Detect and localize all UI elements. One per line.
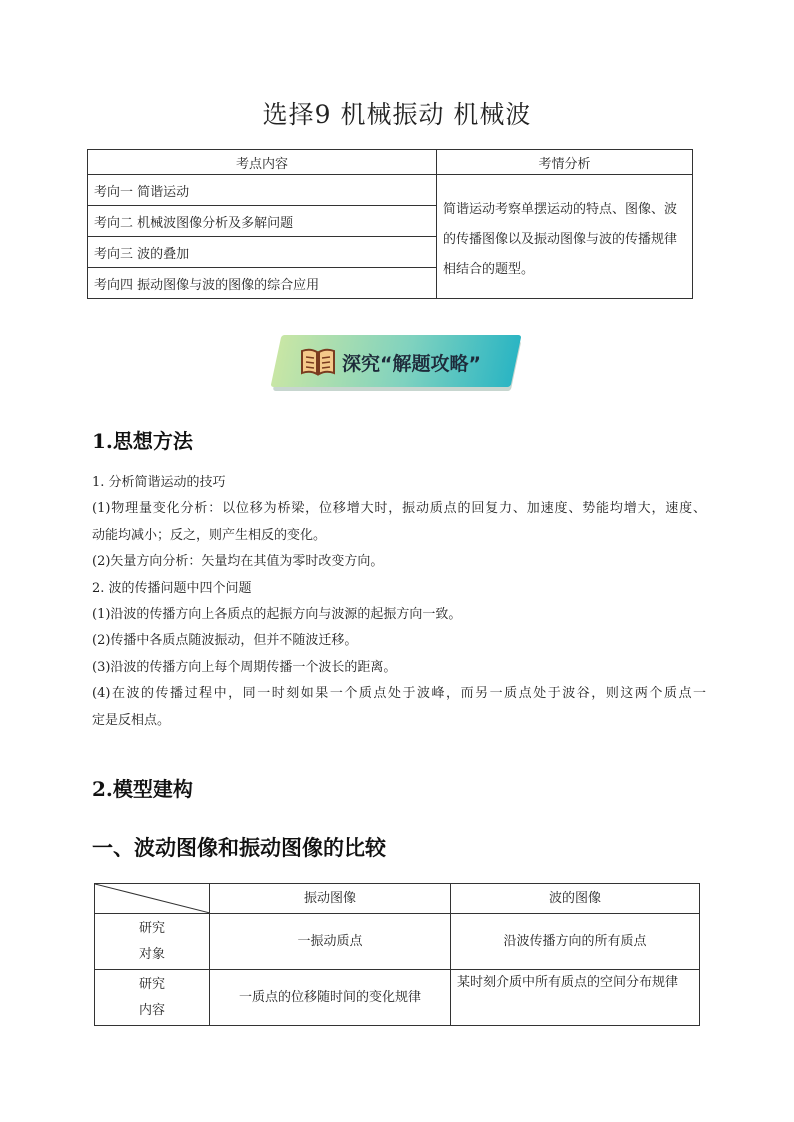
overview-item: 考向四 振动图像与波的图像的综合应用 [88,268,437,299]
table-cell: 一振动质点 [210,914,451,970]
body-line: 2. 波的传播问题中四个问题 [92,580,252,596]
comparison-table [94,883,700,1026]
open-book-icon [300,347,336,377]
section3-heading: 一、波动图像和振动图像的比较 [92,836,386,860]
section2-heading: 2.模型建构 [92,777,193,801]
overview-analysis: 简谐运动考察单摆运动的特点、图像、波的传播图像以及振动图像与波的传播规律相结合的题型。 [437,175,693,299]
diagonal-header-cell [95,884,210,914]
body-line: (4)在波的传播过程中，同一时刻如果一个质点处于波峰，而另一质点处于波谷，则这两个质点一 [92,686,706,702]
overview-header-left: 考点内容 [88,150,437,175]
row-label: 研究 对象 [95,914,210,970]
body-line: 动能均减小；反之，则产生相反的变化。 [92,527,327,543]
overview-item: 考向一 简谐运动 [88,175,437,206]
body-line: (2)传播中各质点随波振动，但并不随波迁移。 [92,633,358,649]
section-banner [276,335,520,393]
overview-item: 考向三 波的叠加 [88,237,437,268]
body-line: 定是反相点。 [92,712,171,728]
table-cell: 一质点的位移随时间的变化规律 [210,970,451,1026]
column-header: 振动图像 [210,884,451,914]
banner-text: 深究“解题攻略” [342,353,481,375]
body-line: (2)矢量方向分析：矢量均在其值为零时改变方向。 [92,554,384,570]
table-cell: 某时刻介质中所有质点的空间分布规律 [451,970,700,1026]
body-line: 1. 分析简谐运动的技巧 [92,475,226,490]
section1-heading: 1.思想方法 [92,429,193,453]
table-cell: 沿波传播方向的所有质点 [451,914,700,970]
body-line: (3)沿波的传播方向上每个周期传播一个波长的距离。 [92,659,397,675]
section1-body [92,470,706,734]
column-header: 波的图像 [451,884,700,914]
page-title: 选择9 机械振动 机械波 [262,100,532,129]
body-line: (1)物理量变化分析：以位移为桥梁，位移增大时，振动质点的回复力、加速度、势能均增大，速度、 [92,501,706,517]
body-line: (1)沿波的传播方向上各质点的起振方向与波源的起振方向一致。 [92,607,462,623]
overview-table [87,149,693,299]
overview-item: 考向二 机械波图像分析及多解问题 [88,206,437,237]
row-label: 研究 内容 [95,970,210,1026]
overview-header-right: 考情分析 [437,150,693,175]
